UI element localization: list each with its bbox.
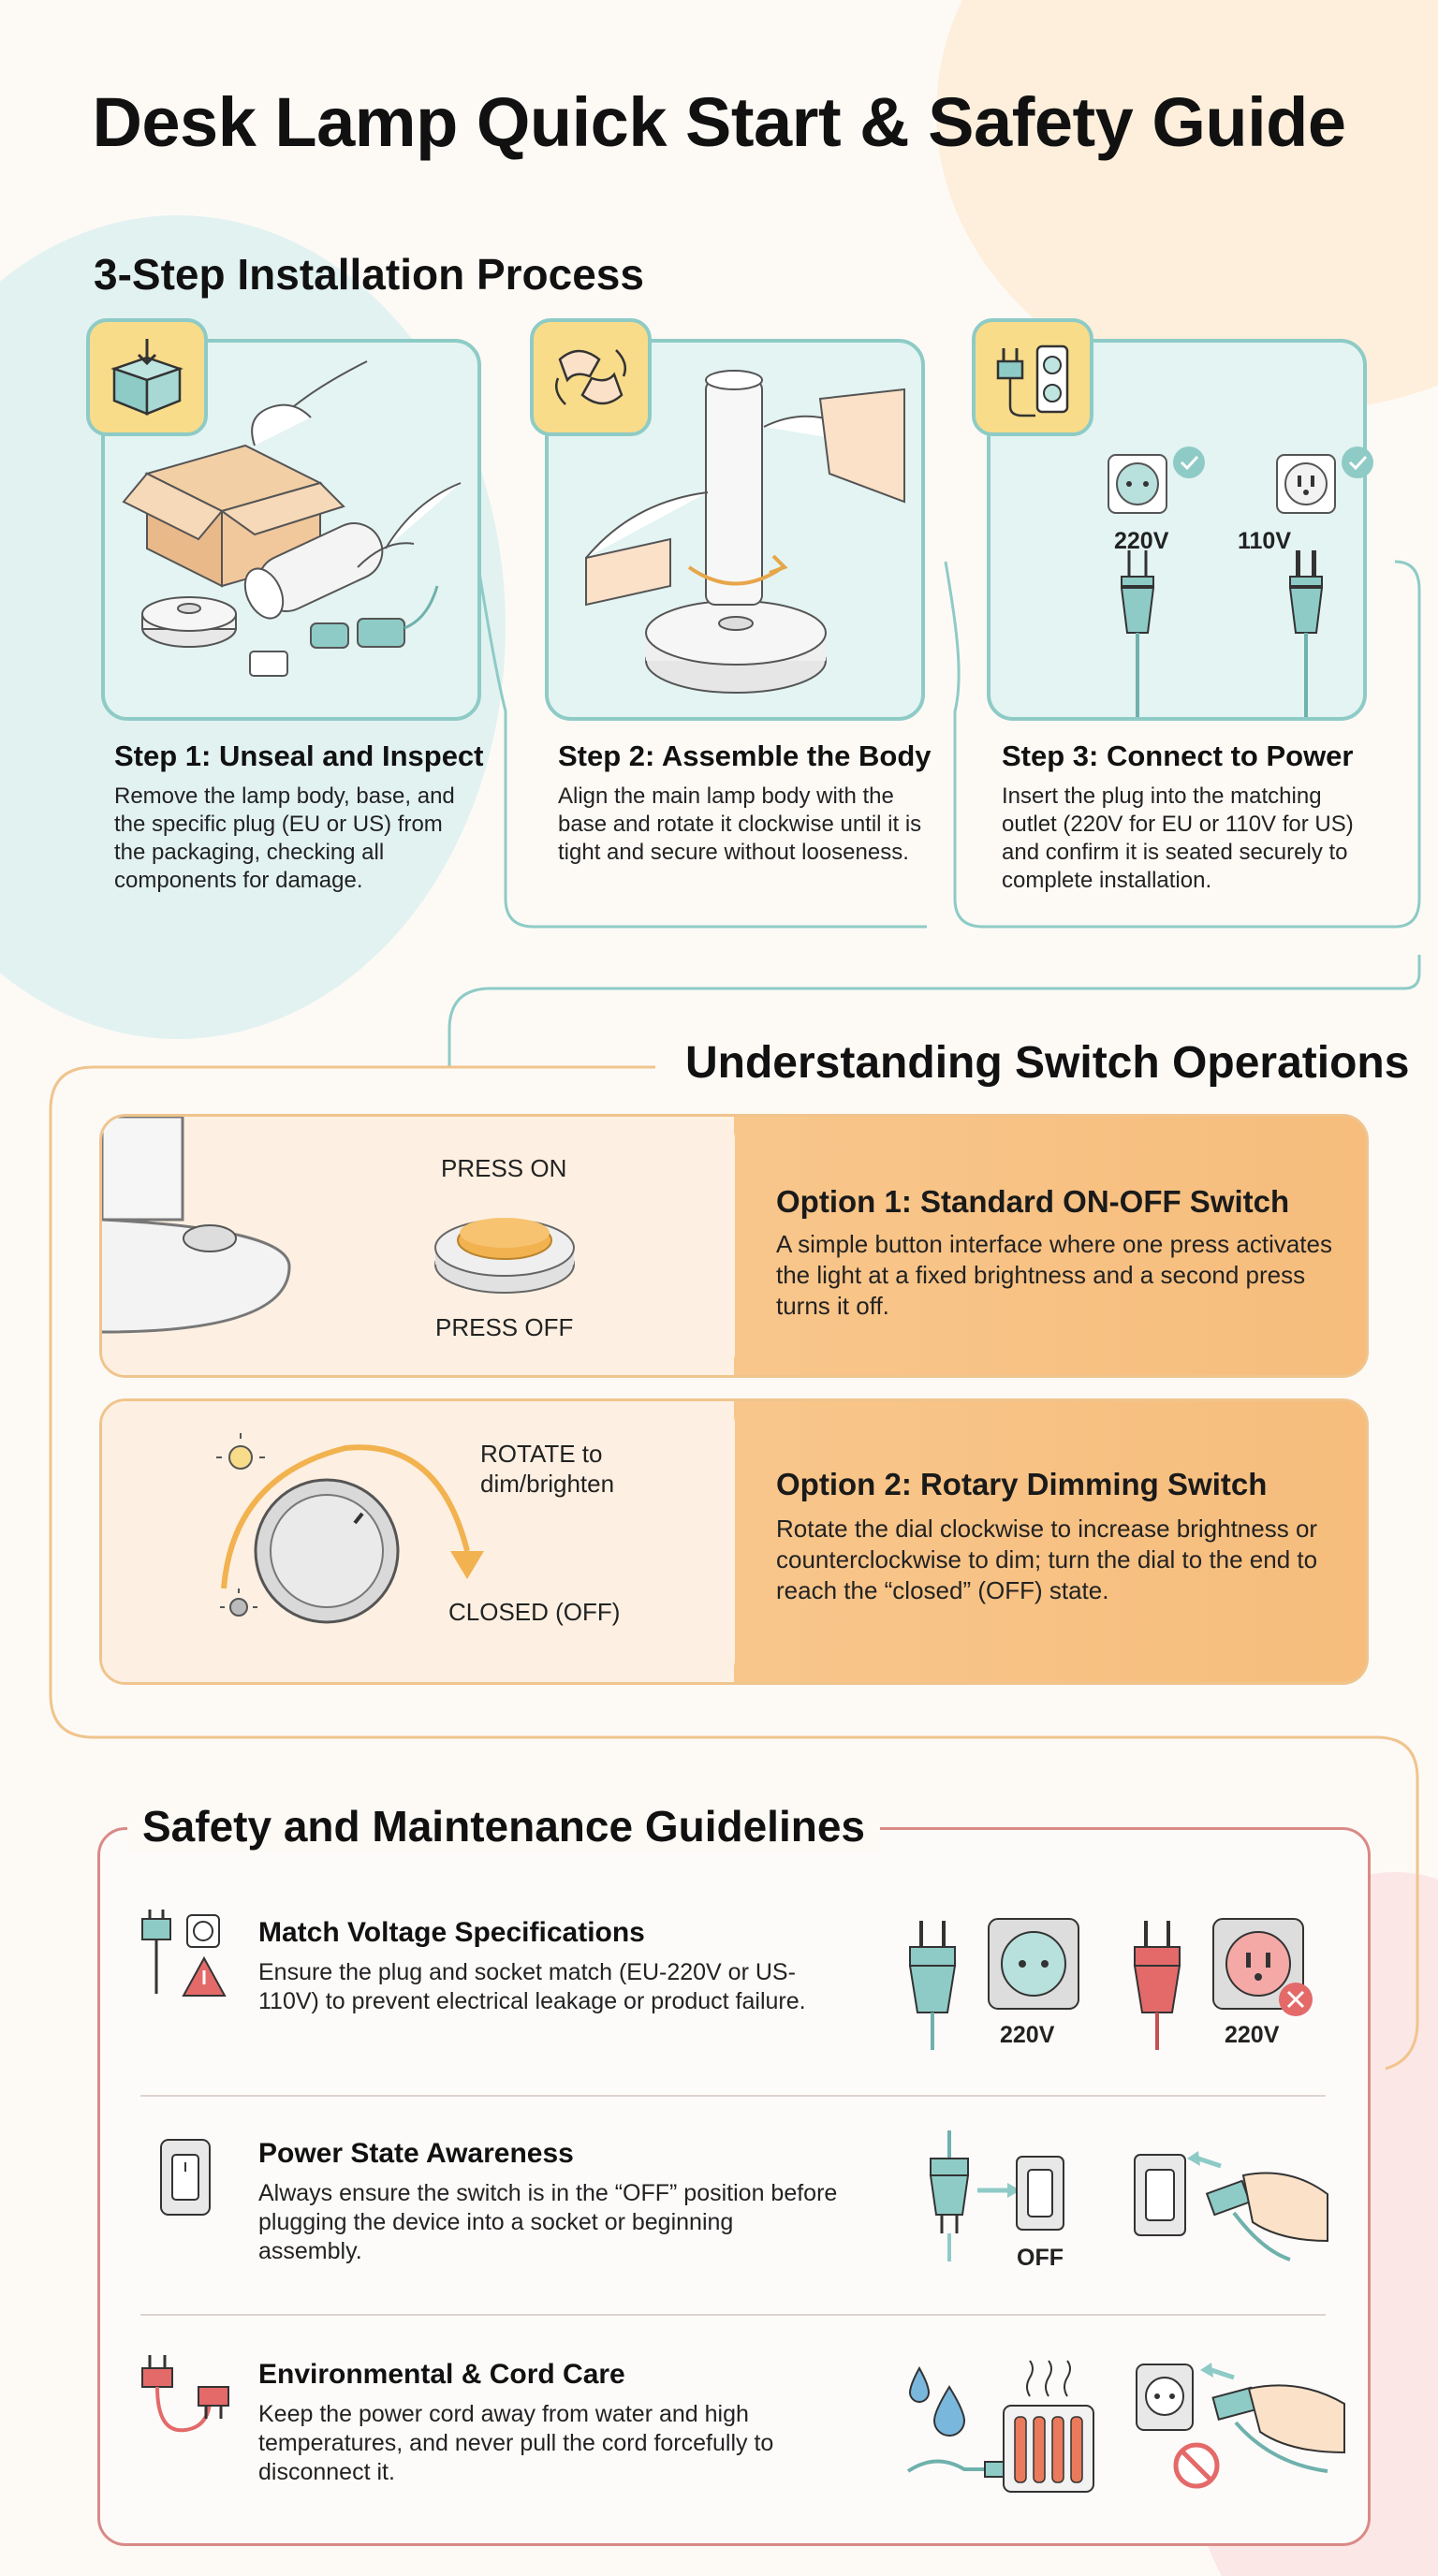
switch-option-2-title: Option 2: Rotary Dimming Switch <box>776 1467 1268 1501</box>
step-2-desc: Align the main lamp body with the base and rotate it clockwise until it is tight and secure without looseness. <box>558 783 922 865</box>
step-3-title: Step 3: Connect to Power <box>1002 739 1354 772</box>
switch-option-2-desc: Rotate the dial clockwise to increase brightness or counterclockwise to dim; turn the dial to the end to reach the “closed” (OFF) state. <box>776 1515 1318 1604</box>
rotary-dial-illustration <box>102 1401 735 1685</box>
page-title: Desk Lamp Quick Start & Safety Guide <box>92 83 1346 161</box>
step-3-voltage-eu: 220V <box>1114 528 1169 554</box>
safety-item-3-title: Environmental & Cord Care <box>258 2359 625 2390</box>
safety-voltage-label-mismatch: 220V <box>1225 2022 1280 2048</box>
safety-heading: Safety and Maintenance Guidelines <box>127 1801 880 1852</box>
step-3-voltage-us: 110V <box>1238 528 1292 554</box>
press-off-label: PRESS OFF <box>435 1313 574 1341</box>
switch-option-1-desc: A simple button interface where one press activates the light at a fixed brightness and a second press turns it off. <box>776 1230 1332 1320</box>
switch-option-2-card <box>99 1398 1369 1685</box>
push-button-illustration <box>102 1117 735 1378</box>
no-cord-pulling-icon <box>1131 2355 1356 2496</box>
safety-item-2-title: Power State Awareness <box>258 2138 574 2169</box>
water-heat-hazard-icon <box>899 2359 1105 2499</box>
step-3-desc: Insert the plug into the matching outlet (220V for EU or 110V for US) and confirm it is seated securely to complete installation. <box>1002 783 1354 893</box>
open-box-icon <box>90 322 204 432</box>
installation-heading: 3-Step Installation Process <box>94 250 644 299</box>
safety-item-1-desc: Ensure the plug and socket match (EU-220V or US-110V) to prevent electrical leakage or product failure. <box>258 1959 806 2014</box>
step-1-title: Step 1: Unseal and Inspect <box>114 739 484 772</box>
plug-cord-icon <box>139 2349 242 2443</box>
step-2-title: Step 2: Assemble the Body <box>558 739 932 772</box>
hand-unplug-from-switch-icon <box>1131 2138 1337 2269</box>
safety-divider-2 <box>140 2314 1326 2316</box>
step-2-badge <box>530 318 652 436</box>
step-1-desc: Remove the lamp body, base, and the specific plug (EU or US) from the packaging, checking all components for damage. <box>114 783 455 893</box>
plug-outlet-icon <box>976 322 1090 432</box>
step-3-badge <box>972 318 1093 436</box>
press-on-label: PRESS ON <box>441 1154 567 1182</box>
rotate-label: ROTATE to dim/brighten <box>480 1440 615 1498</box>
safety-voltage-label-correct: 220V <box>1000 2022 1055 2048</box>
switch-option-1-title: Option 1: Standard ON-OFF Switch <box>776 1184 1290 1219</box>
safety-off-label: OFF <box>1017 2245 1064 2271</box>
switch-option-1-illustration-panel <box>102 1117 735 1375</box>
safety-divider-1 <box>140 2095 1326 2097</box>
safety-item-3-desc: Keep the power cord away from water and high temperatures, and never pull the cord forcefully to disconnect it. <box>258 2401 774 2485</box>
rotate-hands-icon <box>534 322 648 432</box>
safety-item-1-title: Match Voltage Specifications <box>258 1917 645 1948</box>
switch-off-icon <box>157 2136 213 2220</box>
correct-plug-socket-icon <box>899 1910 1086 2050</box>
switches-heading: Understanding Switch Operations <box>685 1038 1410 1088</box>
closed-off-label: CLOSED (OFF) <box>448 1598 621 1626</box>
switch-option-1-card <box>99 1114 1369 1378</box>
switch-option-2-illustration-panel <box>102 1401 735 1682</box>
step-1-badge <box>86 318 208 436</box>
voltage-warning-icon <box>139 1910 232 2003</box>
safety-item-2-desc: Always ensure the switch is in the “OFF” position before plugging the device into a socket or beginning assembly. <box>258 2180 838 2264</box>
